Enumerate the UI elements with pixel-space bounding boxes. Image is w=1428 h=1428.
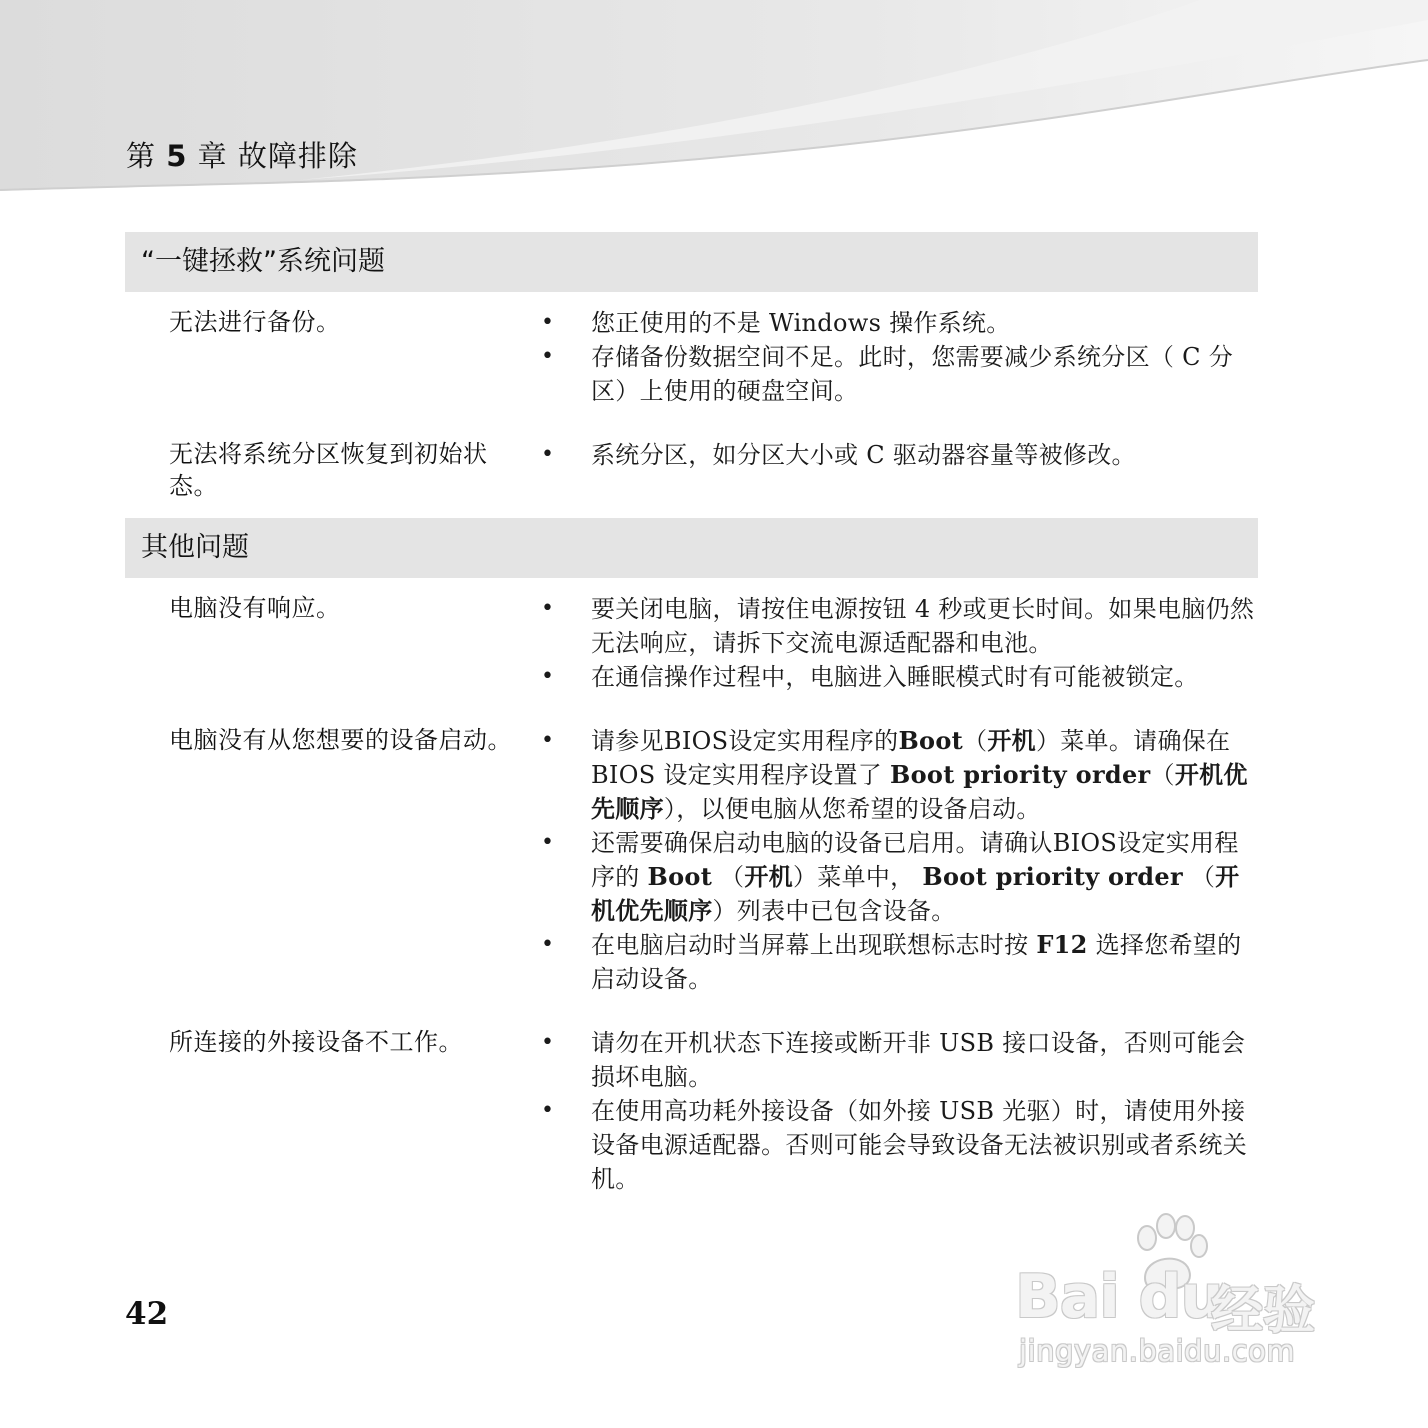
- bold-term: 开机: [987, 726, 1036, 755]
- solution-item: [541, 592, 1258, 660]
- bullet-icon: •: [541, 344, 555, 369]
- solution-item: [541, 826, 1258, 928]
- solution-text: 在使用高功耗外接设备（如外接 USB 光驱）时，请使用外接设备电源适配器。否则可能会导致设备无法被识别或者系统关机。: [591, 1097, 1248, 1193]
- bullet-icon: •: [541, 728, 555, 753]
- troubleshooting-table: [125, 232, 1258, 1212]
- solution-text: （: [1150, 761, 1175, 789]
- solution-text: （: [712, 863, 745, 891]
- bold-term: 开机优先顺序: [591, 862, 1240, 925]
- watermark-subtitle: 经验: [1211, 1281, 1316, 1341]
- problem-text: 电脑没有从您想要的设备启动。: [169, 726, 512, 754]
- bold-term: 开机: [744, 862, 793, 891]
- row-spacer: [125, 502, 1258, 518]
- bold-term: Boot: [647, 862, 713, 891]
- solution-item: [541, 306, 1258, 340]
- solution-text: 系统分区，如分区大小或 C 驱动器容量等被修改。: [591, 441, 1136, 469]
- solution-text: 要关闭电脑，请按住电源按钮 4 秒或更长时间。如果电脑仍然无法响应，请拆下交流电源适配器和电池。: [591, 595, 1255, 657]
- solution-text: 选择您希望的启动设备。: [591, 931, 1242, 993]
- watermark-brand: Bai du: [1015, 1262, 1223, 1332]
- problem-text: 无法进行备份。: [169, 308, 341, 336]
- problem-text: 电脑没有响应。: [169, 594, 341, 622]
- bullet-icon: •: [541, 596, 555, 621]
- bold-term: Boot: [898, 726, 964, 755]
- section-header: 其他问题: [125, 518, 1258, 578]
- solution-list: [541, 724, 1258, 996]
- watermark-url: jingyan.baidu.com: [1019, 1334, 1296, 1368]
- solution-item: [541, 438, 1258, 472]
- bold-term: 开机优先顺序: [591, 760, 1248, 823]
- bullet-icon: •: [541, 932, 555, 957]
- solution-text: 请参见BIOS设定实用程序的: [591, 727, 899, 755]
- bullet-icon: •: [541, 442, 555, 467]
- solution-list: [541, 438, 1258, 502]
- solution-list: [541, 306, 1258, 408]
- bold-term: F12: [1036, 930, 1088, 959]
- solution-text: 您正使用的不是 Windows 操作系统。: [591, 309, 1011, 337]
- solution-text: ）列表中已包含设备。: [712, 897, 956, 925]
- solution-text: 存储备份数据空间不足。此时，您需要减少系统分区（ C 分区）上使用的硬盘空间。: [591, 343, 1234, 405]
- issue-row: [125, 292, 1258, 408]
- solution-text: ）菜单。请确保在 BIOS 设定实用程序设置了: [591, 727, 1231, 789]
- solution-text: 请勿在开机状态下连接或断开非 USB 接口设备，否则可能会损坏电脑。: [591, 1029, 1246, 1091]
- bold-term: Boot priority order: [922, 862, 1183, 891]
- solution-text: ）菜单中，: [792, 863, 923, 891]
- issue-row: [125, 1012, 1258, 1196]
- solution-text: 在通信操作过程中，电脑进入睡眠模式时有可能被锁定。: [591, 663, 1199, 691]
- solution-item: [541, 340, 1258, 408]
- solution-text: 在电脑启动时当屏幕上出现联想标志时按: [591, 931, 1037, 959]
- row-spacer: [125, 408, 1258, 424]
- chapter-title: 第 5 章 故障排除: [126, 139, 358, 173]
- issue-row: [125, 578, 1258, 694]
- row-spacer: [125, 996, 1258, 1012]
- solution-item: [541, 724, 1258, 826]
- page-number: 42: [125, 1296, 169, 1332]
- bullet-icon: •: [541, 1098, 555, 1123]
- bullet-icon: •: [541, 830, 555, 855]
- solution-list: [541, 1026, 1258, 1196]
- solution-text: ），以便电脑从您希望的设备启动。: [663, 795, 1041, 823]
- solution-item: [541, 1026, 1258, 1094]
- baidu-jingyan-watermark: [1005, 1208, 1345, 1378]
- solution-text: （: [963, 727, 988, 755]
- bullet-icon: •: [541, 310, 555, 335]
- bullet-icon: •: [541, 664, 555, 689]
- solution-item: [541, 1094, 1258, 1196]
- section-header: “一键拯救”系统问题: [125, 232, 1258, 292]
- bullet-icon: •: [541, 1030, 555, 1055]
- bold-term: Boot priority order: [890, 760, 1151, 789]
- issue-row: [125, 424, 1258, 502]
- solution-list: [541, 592, 1258, 694]
- solution-text: 还需要确保启动电脑的设备已启用。请确认BIOS设定实用程序的: [591, 829, 1239, 891]
- solution-text: （: [1182, 863, 1216, 891]
- solution-item: [541, 928, 1258, 996]
- row-spacer: [125, 694, 1258, 710]
- problem-text: 所连接的外接设备不工作。: [169, 1028, 463, 1056]
- issue-row: [125, 710, 1258, 996]
- solution-item: [541, 660, 1258, 694]
- problem-text: 无法将系统分区恢复到初始状态。: [169, 440, 488, 500]
